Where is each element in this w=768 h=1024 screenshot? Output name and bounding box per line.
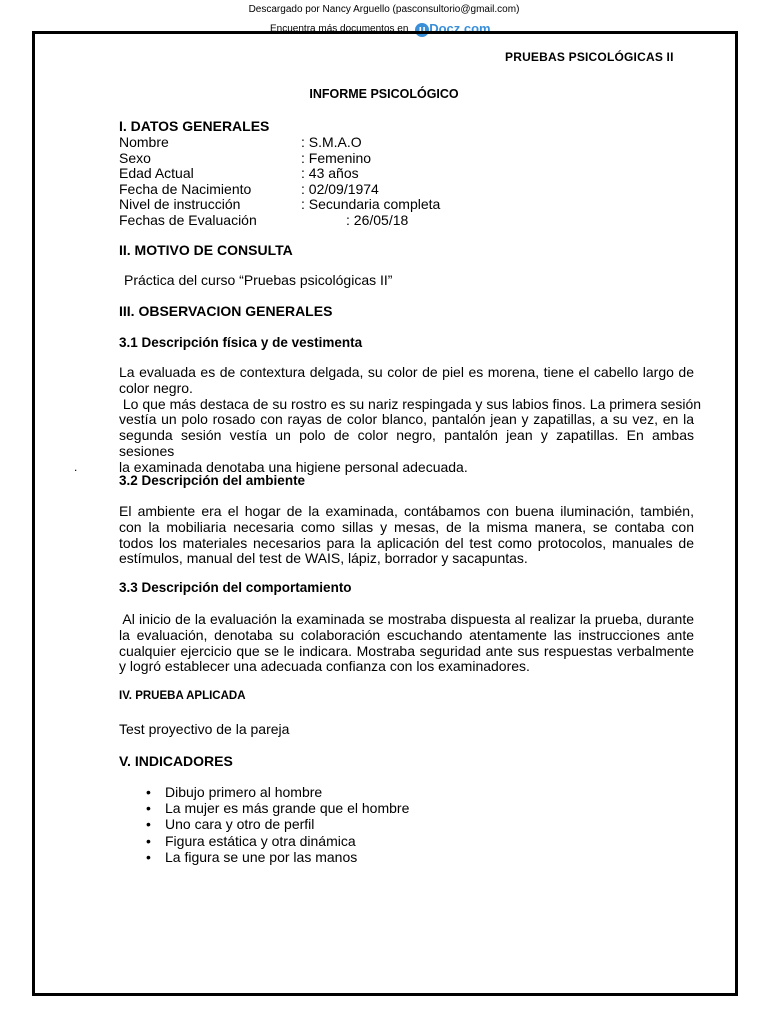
paragraph-line: todos los materiales necesarios para la aplicación del test como protocolos, manuales de [119, 534, 694, 551]
section-indicators-heading: V. INDICADORES [119, 753, 233, 769]
data-value: : 43 años [301, 165, 359, 181]
paragraph-line: Al inicio de la evaluación la examinada se mostraba dispuesta al realizar la prueba, durante [119, 611, 694, 627]
paragraph-line: cualquier ejercicio que se le indicara. Mostraba seguridad ante sus respuestas verbalmente [119, 642, 694, 659]
data-label: Edad Actual [119, 165, 194, 181]
test-name: Test proyectivo de la pareja [119, 721, 290, 737]
data-label: Fecha de Nacimiento [119, 180, 252, 197]
bullet-icon: • [146, 848, 151, 865]
paragraph-line: Lo que más destaca de su rostro es su nariz respingada y sus labios finos. La primera sesión [119, 395, 702, 412]
bullet-icon: • [146, 816, 151, 833]
indicator-text: Uno cara y otro de perfil [165, 816, 315, 833]
environment-paragraph [119, 504, 694, 567]
section-general-data-heading: I. DATOS GENERALES [119, 118, 270, 134]
indicator-text: La figura se une por las manos [165, 848, 358, 865]
indicator-list [146, 784, 409, 865]
stray-mark: . [74, 460, 78, 474]
list-item [146, 833, 409, 849]
paragraph-line: segunda sesión vestía un polo de color negro, pantalón jean y zapatillas. En ambas sesiones [119, 427, 694, 459]
docz-logo-icon: u [415, 23, 429, 37]
section-observation-heading: III. OBSERVACION GENERALES [119, 303, 333, 319]
page-bottom-rule [33, 993, 737, 994]
indicator-text: Figura estática y otra dinámica [165, 832, 356, 849]
sub-behavior-heading: 3.3 Descripción del comportamiento [119, 580, 352, 595]
physical-paragraph [119, 364, 702, 476]
paragraph-line: estímulos, manual del test de WAIS, lápiz, borrador y sacapuntas. [119, 550, 528, 567]
document-title: INFORME PSICOLÓGICO [309, 87, 459, 101]
paragraph-line: vestía un polo rosado con rayas de color blanco, pantalón jean y zapatillas, a su vez, en la [119, 411, 694, 428]
data-label: Sexo [119, 149, 151, 166]
paragraph-line: y logró establecer una adecuada confianza con los examinadores. [119, 658, 530, 675]
indicator-text: La mujer es más grande que el hombre [165, 800, 410, 817]
paragraph-line: la examinada denotaba una higiene personal adecuada. [119, 458, 468, 475]
paragraph-line: El ambiente era el hogar de la examinada, contábamos con buena iluminación, también, [119, 503, 694, 519]
behavior-paragraph [119, 612, 694, 675]
list-item [146, 784, 409, 800]
bullet-icon: • [146, 832, 151, 849]
data-value: : 02/09/1974 [301, 180, 379, 197]
sub-physical-heading: 3.1 Descripción física y de vestimenta [119, 335, 363, 350]
paragraph-line: La evaluada es de contextura delgada, su color de piel es morena, tiene el cabello largo de [119, 364, 694, 380]
list-item [146, 849, 409, 865]
data-value: : Femenino [301, 149, 372, 166]
data-label: Nivel de instrucción [119, 196, 241, 212]
paragraph-line: con la mobiliaria necesaria como sillas y mesas, de la misma manera, se contaba con [119, 518, 694, 535]
paragraph-line: color negro. [119, 379, 193, 396]
bullet-icon: • [146, 800, 151, 817]
course-header: PRUEBAS PSICOLÓGICAS II [505, 50, 674, 64]
indicator-text: Dibujo primero al hombre [165, 784, 323, 800]
docz-logo-text: Docz.com [429, 21, 491, 36]
bullet-icon: • [146, 784, 151, 800]
download-note: Descargado por Nancy Arguello (pasconsultorio@gmail.com) [248, 4, 520, 15]
data-value: : Secundaria completa [301, 196, 441, 212]
list-item [146, 800, 409, 816]
data-value: : 26/05/18 [346, 211, 409, 228]
consult-text: Práctica del curso “Pruebas psicológicas II” [124, 272, 393, 288]
data-value: : S.M.A.O [301, 134, 362, 150]
paragraph-line: la evaluación, denotaba su colaboración escuchando atentamente las instrucciones ante [119, 626, 694, 643]
section-test-heading: IV. PRUEBA APLICADA [119, 690, 246, 702]
list-item [146, 816, 409, 832]
sub-environment-heading: 3.2 Descripción del ambiente [119, 473, 306, 488]
data-label: Fechas de Evaluación [119, 211, 257, 228]
find-more-text: Encuentra más documentos en [270, 23, 409, 35]
section-consult-heading: II. MOTIVO DE CONSULTA [119, 242, 293, 258]
data-label: Nombre [119, 134, 169, 150]
